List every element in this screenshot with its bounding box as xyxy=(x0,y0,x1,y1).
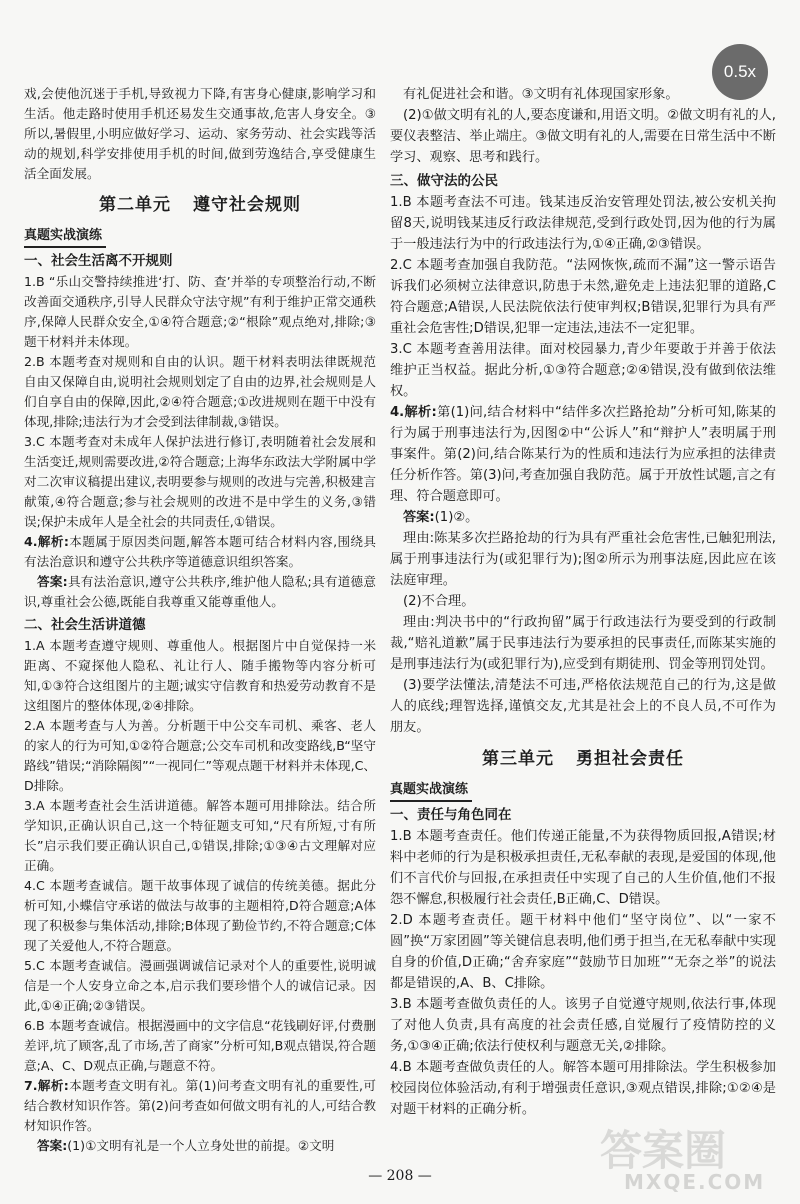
section-heading: 三、做守法的公民 xyxy=(390,173,498,189)
answer-item xyxy=(24,532,376,572)
answer-item: 2.C 本题考查加强自我防范。“法网恢恢,疏而不漏”这一警示语告诉我们必须树立法律意识,防患于未然,避免走上违法犯罪的道路,C符合题意;A错误,人民法院依法行使审判权;B错误,犯罪行为具有严重社会危害性;D错误,犯罪一定违法,违法不一定犯罪。 xyxy=(390,258,776,336)
answer-text: 理由:判决书中的“行政拘留”属于行政违法行为要受到的行政制裁,“赔礼道歉”属于民事违法行为要承担的民事责任,而陈某实施的是刑事违法行为(或犯罪行为),应受到有期徒刑、罚金等刑罚处罚。 xyxy=(390,615,776,672)
answer-item: 6.B 本题考查诚信。根据漫画中的文字信息“花钱刷好评,付费删差评,坑了顾客,乱了市场,苦了商家”分析可知,B观点错误,符合题意;A、C、D观点正确,与题意不符。 xyxy=(24,1018,376,1073)
section-heading: 一、社会生活离不开规则 xyxy=(24,253,173,269)
intro-paragraph: 戏,会使他沉迷于手机,导致视力下降,有害身心健康,影响学习和生活。他走路时使用手机还易发生交通事故,危害人身安全。③所以,暑假里,小明应做好学习、运动、家务劳动、社会实践等活动的规划,科学安排使用手机的时间,做到劳逸结合,享受健康生活全面发展。 xyxy=(24,86,376,181)
analysis-label: 4.解析: xyxy=(24,534,69,549)
watermark-logo: 答案圈 xyxy=(600,1126,727,1175)
right-column xyxy=(390,84,776,1120)
answer-text: 有礼促进社会和谐。③文明有礼体现国家形象。 xyxy=(403,87,679,102)
answer-item: 3.A 本题考查社会生活讲道德。解答本题可用排除法。结合所学知识,正确认识自己,这一个特征题支可知,“尺有所短,寸有所长”启示我们要正确认识自己,①错误,排除;①③④古文理解对应正确。 xyxy=(24,798,376,873)
answer-item: 2.A 本题考查与人为善。分析题干中公交车司机、乘客、老人的家人的行为可知,①②符合题意;公交车司机和改变路线,B“坚守路线”错误;“消除隔阂”“一视同仁”等观点题干材料并未体现,C、D排除。 xyxy=(24,718,376,793)
unit-2-number: 第二单元 xyxy=(99,195,171,215)
answer-text: (2)①做文明有礼的人,要态度谦和,用语文明。②做文明有礼的人,要仪表整洁、举止端庄。③做文明有礼的人,需要在日常生活中不断学习、观察、思考和践行。 xyxy=(390,108,776,165)
answer-item xyxy=(390,402,776,507)
answer-item: 3.C 本题考查善用法律。面对校园暴力,青少年要敢于并善于依法维护正当权益。据此分析,①③符合题意;②④错误,没有做到依法维权。 xyxy=(390,342,776,399)
unit-2-name: 遵守社会规则 xyxy=(193,195,301,215)
analysis-text: 本题属于原因类问题,解答本题可结合材料内容,围绕具有法治意识和遵守公共秩序等道德意识组织答案。 xyxy=(24,534,376,569)
answer-item: 2.B 本题考查对规则和自由的认识。题干材料表明法律既规范自由又保障自由,说明社会规则划定了自由的边界,社会规则是人们自享自由的保障,因此,②④符合题意;①改进规则在题干中没有体现,排除;违法行为才会受到法律制裁,③错误。 xyxy=(24,354,376,429)
answer-item: 1.B 本题考查责任。他们传递正能量,不为获得物质回报,A错误;材料中老师的行为是积极承担责任,无私奉献的表现,是爱国的体现,他们不言代价与回报,在承担责任中实现了自己的人生价值,他们不报怨不懈怠,积极履行社会责任,B正确,C、D错误。 xyxy=(390,829,776,907)
section-heading: 一、责任与角色同在 xyxy=(390,807,512,823)
practice-tag: 真题实战演练 xyxy=(390,780,472,802)
analysis-text: 第(1)问,结合材料中“结伴多次拦路抢劫”分析可知,陈某的行为属于刑事违法行为,因图②中“公诉人”和“辩护人”表明属于刑事案件。第(2)问,结合陈某行为的性质和违法行为应承担的法律责任分析作答。第(3)问,考查加强自我防范。属于开放性试题,言之有理、符合题意即可。 xyxy=(390,405,776,504)
answer-label: 答案: xyxy=(403,510,435,525)
answer-content: (1)①文明有礼是一个人立身处世的前提。②文明 xyxy=(67,1138,335,1153)
answer-item: 3.B 本题考查做负责任的人。该男子自觉遵守规则,依法行事,体现了对他人负责,具有高度的社会责任感,自觉履行了疫情防控的义务,①③④正确;依法行使权利与题意无关,②排除。 xyxy=(390,997,776,1054)
answer-text: 理由:陈某多次拦路抢劫的行为具有严重社会危害性,已触犯刑法,属于刑事违法行为(或犯罪行为);图②所示为刑事法庭,因此应在该法庭审理。 xyxy=(390,531,776,588)
answer-item: 5.C 本题考查诚信。漫画强调诚信记录对个人的重要性,说明诚信是一个人安身立命之本,启示我们要珍惜个人的诚信记录。因此,①④正确;②③错误。 xyxy=(24,958,376,1013)
unit-3-name: 勇担社会责任 xyxy=(576,749,684,769)
answer-text: (2)不合理。 xyxy=(403,594,475,609)
unit-2-title xyxy=(24,190,376,220)
answer-content: (1)②。 xyxy=(434,510,479,525)
practice-tag: 真题实战演练 xyxy=(24,226,106,248)
analysis-label: 7.解析: xyxy=(24,1078,69,1093)
answer-item: 1.B 本题考查法不可违。钱某违反治安管理处罚法,被公安机关拘留8天,说明钱某违反行政法律规范,受到行政处罚,因为他的行为属于一般违法行为中的行政违法行为,①④正确,②③错误。 xyxy=(390,195,776,252)
answer-text xyxy=(24,1136,376,1156)
left-column xyxy=(24,84,376,1156)
unit-3-number: 第三单元 xyxy=(482,749,554,769)
page-number: — 208 — xyxy=(368,1168,432,1184)
zoom-level-button[interactable]: 0.5x xyxy=(712,44,768,100)
section-heading: 二、社会生活讲道德 xyxy=(24,617,146,633)
answer-text xyxy=(390,507,776,528)
answer-label: 答案: xyxy=(37,1138,68,1153)
answer-item: 2.D 本题考查责任。题干材料中他们“坚守岗位”、以“一家不圆”换“万家团圆”等关键信息表明,他们勇于担当,在无私奉献中实现自身的价值,D正确;“舍弃家庭”“鼓励节日加班”“无奈之举”的说法都是错误的,A、B、C排除。 xyxy=(390,913,776,991)
answer-item: 1.A 本题考查遵守规则、尊重他人。根据图片中自觉保持一米距离、不窥探他人隐私、礼让行人、随手搬物等内容分析可知,①③符合这组图片的主题;诚实守信教育和热爱劳动教育不是这组图片的整体体现,②④排除。 xyxy=(24,638,376,713)
watermark-url: MXQE.COM xyxy=(624,1170,766,1194)
answer-item: 4.C 本题考查诚信。题干故事体现了诚信的传统美德。据此分析可知,小蝶信守承诺的做法与故事的主题相符,D符合题意;A体现了积极参与集体活动,排除;B体现了勤俭节约,不符合题意;C体现了关爱他人,不符合题意。 xyxy=(24,878,376,953)
answer-item: 3.C 本题考查对未成年人保护法进行修订,表明随着社会发展和生活变迁,规则需要改进,②符合题意;上海华东政法大学附属中学对二次审议稿提出建议,表明要参与规则的改进与完善,积极建言献策,④符合题意;参与社会规则的改进不是中学生的义务,③错误;保护未成年人是全社会的共同责任,①错误。 xyxy=(24,434,376,529)
unit-3-title xyxy=(390,744,776,774)
analysis-text: 本题考查文明有礼。第(1)问考查文明有礼的重要性,可结合教材知识作答。第(2)问考查如何做文明有礼的人,可结合教材知识作答。 xyxy=(24,1078,376,1133)
answer-text xyxy=(24,572,376,612)
answer-item: 4.B 本题考查做负责任的人。解答本题可用排除法。学生积极参加校园岗位体验活动,有利于增强责任意识,③观点错误,排除;①②④是对题干材料的正确分析。 xyxy=(390,1060,776,1117)
answer-label: 答案: xyxy=(37,574,68,589)
answer-text: (3)要学法懂法,清楚法不可违,严格依法规范自己的行为,这是做人的底线;理智选择,谨慎交友,尤其是社会上的不良人员,不可作为朋友。 xyxy=(390,678,776,735)
answer-content: 具有法治意识,遵守公共秩序,维护他人隐私;具有道德意识,尊重社会公德,既能自我尊重又能尊重他人。 xyxy=(24,574,376,609)
analysis-label: 4.解析: xyxy=(390,405,437,420)
answer-item xyxy=(24,1076,376,1136)
answer-item: 1.B “乐山交警持续推进‘打、防、查’并举的专项整治行动,不断改善面交通秩序,引导人民群众守法守规”有利于维护正常交通秩序,保障人民群众安全,①④符合题意;②“根除”观点绝对,排除;③题干材料并未体现。 xyxy=(24,274,376,349)
